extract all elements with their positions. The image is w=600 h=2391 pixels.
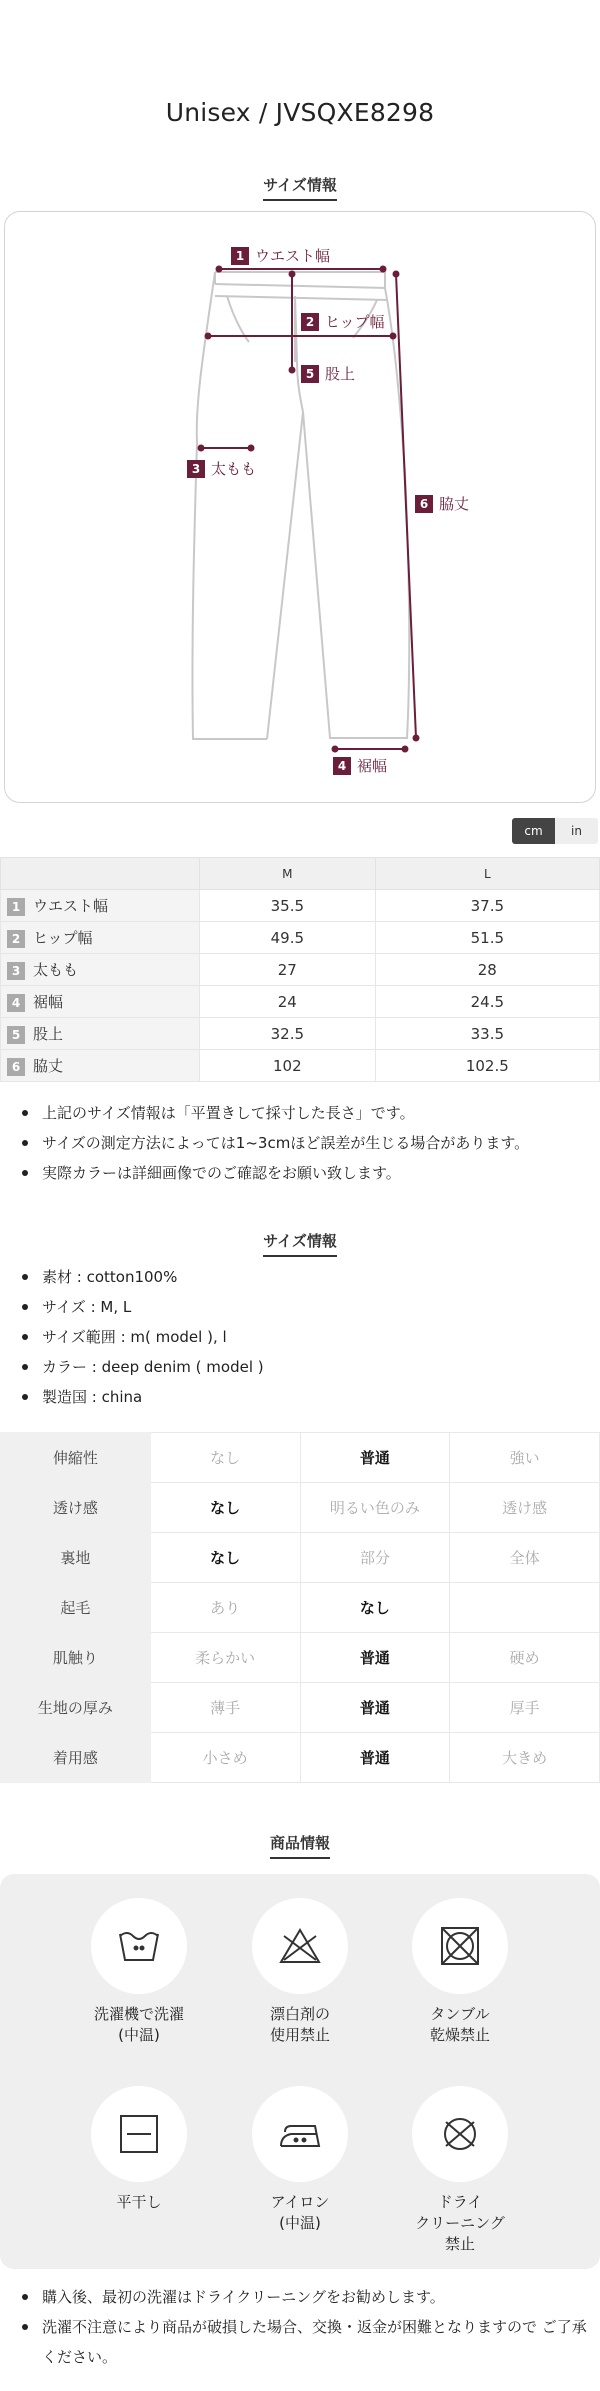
fabric-option: 薄手 — [150, 1683, 300, 1733]
list-item: 洗濯不注意により商品が破損した場合、交換・返金が困難となりますので ご了承ください。 — [0, 2312, 600, 2372]
list-item: サイズの測定方法によっては1~3cmほど誤差が生じる場合があります。 — [0, 1128, 600, 1158]
unit-in-button[interactable]: in — [555, 818, 598, 844]
diagram-label-thigh: 3 太もも — [187, 458, 256, 479]
size-header-l: L — [375, 858, 599, 890]
fabric-table — [0, 1432, 600, 1783]
list-item: 購入後、最初の洗濯はドライクリーニングをお勧めします。 — [0, 2282, 600, 2312]
table-row — [1, 922, 600, 954]
fabric-row-label: 伸縮性 — [1, 1433, 151, 1483]
row-label: 4 裾幅 — [1, 986, 200, 1018]
table-cell: 51.5 — [375, 922, 599, 954]
product-title: Unisex / JVSQXE8298 — [165, 98, 435, 127]
table-cell: 24.5 — [375, 986, 599, 1018]
fabric-option: 普通 — [300, 1433, 450, 1483]
row-label: 2 ヒップ幅 — [1, 922, 200, 954]
table-row — [1, 890, 600, 922]
wash-tub-icon — [91, 1898, 187, 1994]
list-item: 素材 : cotton100% — [0, 1262, 600, 1292]
fabric-option: なし — [150, 1433, 300, 1483]
size-header-m: M — [200, 858, 376, 890]
table-cell: 27 — [200, 954, 376, 986]
list-item: 製造国 : china — [0, 1382, 600, 1412]
table-cell: 24 — [200, 986, 376, 1018]
care-item-bleach: 漂白剤の 使用禁止 — [220, 1898, 380, 2046]
unit-toggle — [512, 818, 598, 844]
size-notes — [0, 1098, 600, 1188]
table-row — [1, 1050, 600, 1082]
care-item-tumble: タンブル 乾燥禁止 — [380, 1898, 540, 2046]
fabric-option: 硬め — [450, 1633, 600, 1683]
table-row — [1, 954, 600, 986]
table-row — [1, 986, 600, 1018]
size-header-blank — [1, 858, 200, 890]
table-row — [1, 1633, 600, 1683]
list-item: カラー : deep denim ( model ) — [0, 1352, 600, 1382]
fabric-option: 透け感 — [450, 1483, 600, 1533]
fabric-row-label: 着用感 — [1, 1733, 151, 1783]
fabric-row-label: 生地の厚み — [1, 1683, 151, 1733]
unit-cm-button[interactable]: cm — [512, 818, 555, 844]
table-cell: 37.5 — [375, 890, 599, 922]
fabric-option: 普通 — [300, 1633, 450, 1683]
table-row — [1, 1433, 600, 1483]
list-item: 上記のサイズ情報は「平置きして採寸した長さ」です。 — [0, 1098, 600, 1128]
diagram-label-waist: 1 ウエスト幅 — [231, 245, 330, 266]
fabric-option: 強い — [450, 1433, 600, 1483]
fabric-option: なし — [150, 1533, 300, 1583]
row-label: 6 脇丈 — [1, 1050, 200, 1082]
diagram-label-outseam: 6 脇丈 — [415, 493, 469, 514]
table-cell: 102 — [200, 1050, 376, 1082]
table-cell: 49.5 — [200, 922, 376, 954]
fabric-option: 部分 — [300, 1533, 450, 1583]
fabric-row-label: 裏地 — [1, 1533, 151, 1583]
fabric-option: なし — [300, 1583, 450, 1633]
fabric-option: なし — [150, 1483, 300, 1533]
care-notes — [0, 2282, 600, 2372]
table-row — [1, 1733, 600, 1783]
pants-outline-illustration — [5, 212, 597, 804]
list-item: 実際カラーは詳細画像でのご確認をお願い致します。 — [0, 1158, 600, 1188]
row-label: 1 ウエスト幅 — [1, 890, 200, 922]
fabric-row-label: 透け感 — [1, 1483, 151, 1533]
fabric-option: 普通 — [300, 1733, 450, 1783]
table-cell: 32.5 — [200, 1018, 376, 1050]
fabric-option: 明るい色のみ — [300, 1483, 450, 1533]
fabric-option: 小さめ — [150, 1733, 300, 1783]
table-row — [1, 1583, 600, 1633]
fabric-row-label: 起毛 — [1, 1583, 151, 1633]
fabric-option: 厚手 — [450, 1683, 600, 1733]
fabric-option: 全体 — [450, 1533, 600, 1583]
table-cell: 28 — [375, 954, 599, 986]
table-row — [1, 1483, 600, 1533]
care-instructions — [0, 1874, 600, 2269]
table-row — [1, 1533, 600, 1583]
diagram-label-hip: 2 ヒップ幅 — [301, 311, 385, 332]
size-info-heading-2: サイズ情報 — [0, 1230, 600, 1257]
size-info-heading: サイズ情報 — [0, 174, 600, 201]
table-cell: 102.5 — [375, 1050, 599, 1082]
fabric-row-label: 肌触り — [1, 1633, 151, 1683]
row-label: 3 太もも — [1, 954, 200, 986]
iron-medium-icon — [252, 2086, 348, 2182]
table-row — [1, 1683, 600, 1733]
no-dry-clean-icon — [412, 2086, 508, 2182]
fabric-option: 大きめ — [450, 1733, 600, 1783]
spec-list — [0, 1262, 600, 1412]
fabric-option: あり — [150, 1583, 300, 1633]
care-item-dry-clean: ドライ クリーニング 禁止 — [380, 2086, 540, 2255]
fabric-option: 普通 — [300, 1683, 450, 1733]
care-item-flat-dry: 平干し — [59, 2086, 219, 2213]
size-table — [0, 857, 600, 1082]
size-table-header — [1, 858, 600, 890]
fabric-option — [450, 1583, 600, 1633]
list-item: サイズ : M, L — [0, 1292, 600, 1322]
table-cell: 35.5 — [200, 890, 376, 922]
list-item: サイズ範囲 : m( model ), l — [0, 1322, 600, 1352]
fabric-option: 柔らかい — [150, 1633, 300, 1683]
care-item-iron: アイロン (中温) — [220, 2086, 380, 2234]
row-label: 5 股上 — [1, 1018, 200, 1050]
flat-dry-icon — [91, 2086, 187, 2182]
product-info-heading: 商品情報 — [0, 1832, 600, 1859]
care-item-wash: 洗濯機で洗濯 (中温) — [59, 1898, 219, 2046]
diagram-label-rise: 5 股上 — [301, 363, 355, 384]
table-cell: 33.5 — [375, 1018, 599, 1050]
no-bleach-icon — [252, 1898, 348, 1994]
table-row — [1, 1018, 600, 1050]
no-tumble-dry-icon — [412, 1898, 508, 1994]
size-diagram — [4, 211, 596, 803]
diagram-label-hem: 4 裾幅 — [333, 755, 387, 776]
